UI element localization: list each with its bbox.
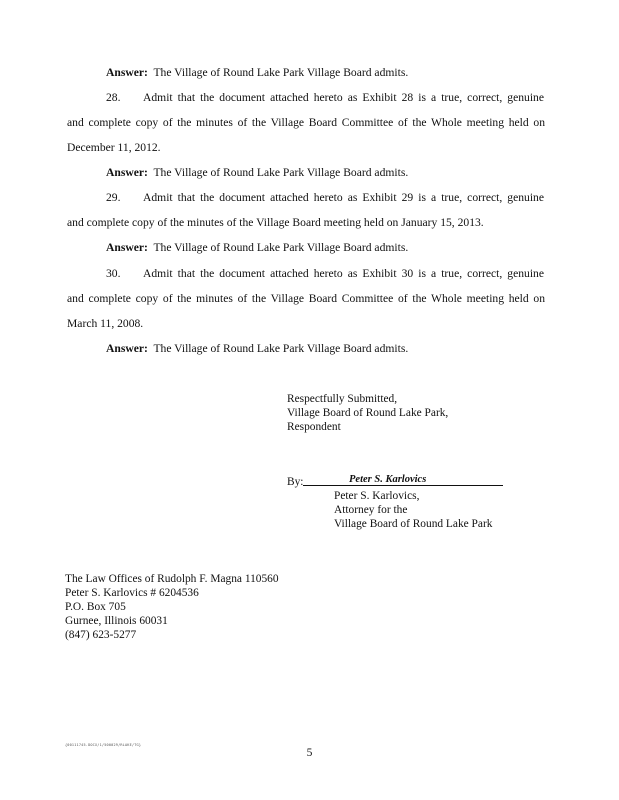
closing-respectfully: Respectfully Submitted, — [287, 393, 398, 405]
request-29-line1: Admit that the document attached hereto as Exhibit 29 is a true, correct, genuine — [143, 191, 544, 204]
signatory-name: Peter S. Karlovics, — [334, 490, 420, 502]
signatory-title-line1: Attorney for the — [334, 504, 408, 516]
answer-paragraph-27 — [106, 66, 408, 80]
answer-label: Answer: — [106, 342, 148, 355]
request-30-line3: March 11, 2008. — [67, 317, 144, 330]
page-number: 5 — [306, 747, 313, 759]
address-line-firm: The Law Offices of Rudolph F. Magna 110560 — [65, 573, 279, 585]
address-line-phone: (847) 623-5277 — [65, 629, 137, 641]
request-30-line2: and complete copy of the minutes of the Village Board Committee of the Whole meeting held on — [67, 292, 545, 305]
request-number-29: 29. — [106, 191, 121, 204]
closing-party: Village Board of Round Lake Park, — [287, 407, 449, 419]
request-number-28: 28. — [106, 91, 121, 104]
answer-text: The Village of Round Lake Park Village Board admits. — [153, 66, 409, 79]
answer-label: Answer: — [106, 241, 148, 254]
request-28-line3: December 11, 2012. — [67, 141, 161, 154]
address-line-pobox: P.O. Box 705 — [65, 601, 126, 613]
signature-line — [303, 485, 503, 486]
answer-paragraph-30 — [106, 342, 408, 356]
signatory-title-line2: Village Board of Round Lake Park — [334, 518, 493, 530]
request-28-line2: and complete copy of the minutes of the Village Board Committee of the Whole meeting held on — [67, 116, 545, 129]
address-line-attorney: Peter S. Karlovics # 6204536 — [65, 587, 199, 599]
answer-text: The Village of Round Lake Park Village Board admits. — [153, 166, 409, 179]
request-28-line1: Admit that the document attached hereto as Exhibit 28 is a true, correct, genuine — [143, 91, 544, 104]
answer-label: Answer: — [106, 166, 148, 179]
answer-text: The Village of Round Lake Park Village Board admits. — [153, 342, 409, 355]
answer-text: The Village of Round Lake Park Village Board admits. — [153, 241, 409, 254]
request-29-line2: and complete copy of the minutes of the Village Board meeting held on January 15, 2013. — [67, 216, 484, 229]
closing-role: Respondent — [287, 421, 341, 433]
request-30-line1: Admit that the document attached hereto as Exhibit 30 is a true, correct, genuine — [143, 267, 544, 280]
signature-by-label: By: — [287, 476, 304, 488]
document-id-footer: {00111745.DOCX/1/500029/RLAKE/TG} — [65, 743, 142, 747]
address-line-city: Gurnee, Illinois 60031 — [65, 615, 168, 627]
answer-paragraph-29 — [106, 241, 408, 255]
request-number-30: 30. — [106, 267, 121, 280]
answer-paragraph-28 — [106, 166, 408, 180]
electronic-signature: Peter S. Karlovics — [349, 474, 427, 485]
answer-label: Answer: — [106, 66, 148, 79]
